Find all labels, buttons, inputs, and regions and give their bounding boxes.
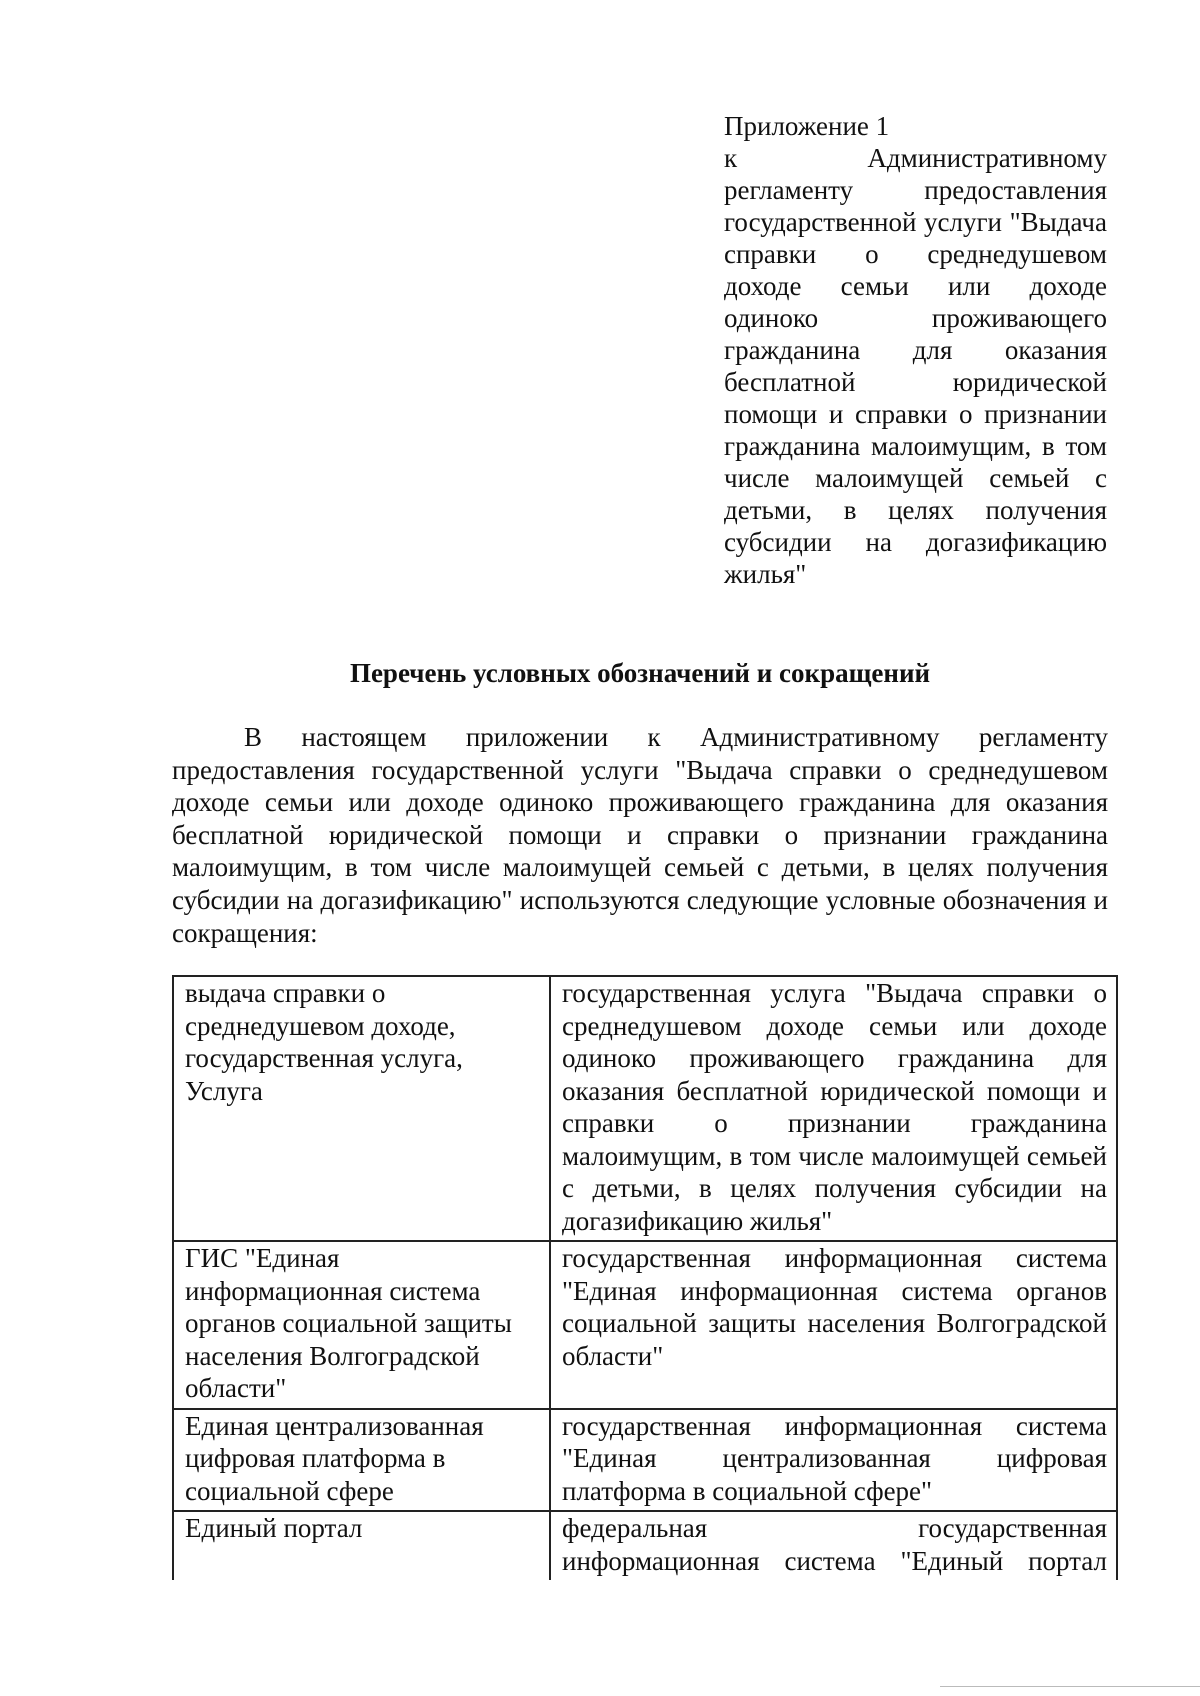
- intro-paragraph: В настоящем приложении к Административному регламенту предоставления государственной услуги "Выдача справки о среднедушевом доходе семьи или доходе одиноко проживающего гражданина для оказания бесплатной юридической помощи и справки о признании гражданина малоимущим, в том числе малоимущей семьей с детьми, в целях получения субсидии на догазификацию" используются следующие условные обозначения и сокращения:: [172, 722, 1108, 948]
- term-cell: Единый портал: [173, 1511, 550, 1580]
- definition-cell: государственная информационная система "Единая информационная система органов социальной защиты населения Волгоградской области": [550, 1241, 1117, 1409]
- definition-cell: федеральная государственная информационная система "Единый портал: [550, 1511, 1117, 1580]
- definition-cell: государственная информационная система "Единая централизованная цифровая платформа в социальной сфере": [550, 1409, 1117, 1512]
- appendix-note: [724, 110, 1107, 590]
- term-cell: выдача справки о среднедушевом доходе, государственная услуга, Услуга: [173, 976, 550, 1241]
- table-row: [173, 976, 1117, 1241]
- term-cell: Единая централизованная цифровая платформа в социальной сфере: [173, 1409, 550, 1512]
- term-cell: ГИС "Единая информационная система органов социальной защиты населения Волгоградской области": [173, 1241, 550, 1409]
- definition-cell: государственная услуга "Выдача справки о среднедушевом доходе семьи или доходе одиноко проживающего гражданина для оказания бесплатной юридической помощи и справки о признании гражданина малоимущим, в том числе малоимущей семьей с детьми, в целях получения субсидии на догазификацию жилья": [550, 976, 1117, 1241]
- abbreviations-table: [172, 975, 1118, 1580]
- table-row: [173, 1511, 1117, 1580]
- table-row: [173, 1241, 1117, 1409]
- document-title: Перечень условных обозначений и сокращений: [349, 658, 931, 688]
- appendix-number: Приложение 1: [724, 111, 890, 141]
- appendix-text: к Административному регламенту предоставления государственной услуги "Выдача справки о среднедушевом доходе семьи или доходе одиноко проживающего гражданина для оказания бесплатной юридической помощи и справки о признании гражданина малоимущим, в том числе малоимущей семьей с детьми, в целях получения субсидии на догазификацию жилья": [724, 143, 1107, 589]
- table-row: [173, 1409, 1117, 1512]
- scan-edge-line: [940, 1686, 1200, 1687]
